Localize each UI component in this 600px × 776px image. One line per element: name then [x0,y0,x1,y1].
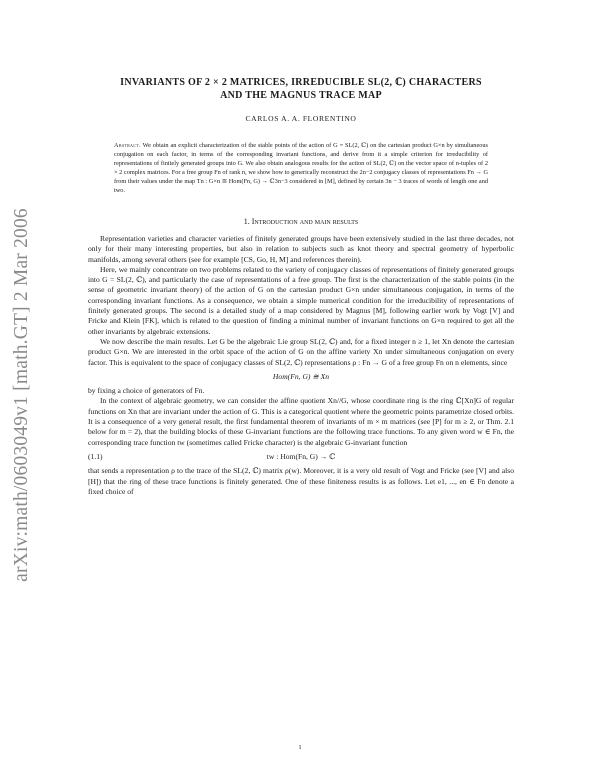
section-heading [88,217,514,226]
arxiv-identifier: arXiv:math/0603049v1 [math.GT] 2 Mar 2006 [11,208,32,582]
paragraph-5: In the context of algebraic geometry, we can consider the affine quotient Xn//G, whose coordinate ring is the ring ℂ[Xn]G of regular functions on Xn that are invariant under the action of G. This is a categorical quotient where the geometric points parametrize closed orbits. It is a consequence of a very general result, the first fundamental theorem of invariants of m × m matrices (see [P] for m ≥ 2, or Thm. 2.1 below for m = 2), that the building blocks of these G-invariant functions are the following trace functions. To any given word w ∈ Fn, the corresponding trace function tw (sometimes called Fricke character) is the algebraic G-invariant function [88,396,514,447]
paper-page [88,76,514,497]
display-equation: Hom(Fn, G) ≅ Xn [272,371,330,381]
paragraph-1: Representation varieties and character varieties of finitely generated groups have been extensively studied in the last three decades, not only for their many interesting properties, but also in relation to subjects such as knot theory and spectral geometry of hyperbolic manifolds, among several others (see for example [CS, Go, H, M] and references therein). [88,234,514,264]
author-name: CARLOS A. A. FLORENTINO [245,114,357,123]
paragraph-2: Here, we mainly concentrate on two problems related to the variety of conjugacy classes of representations of finitely generated groups into G = SL(2, ℂ), and particularly the case of representations of a free group. The first is the characterization of the stable points (in the sense of geometric invariant theory) of the action of G on the cartesian product G×n under simultaneous conjugation, in terms of the corresponding invariant functions. As a consequence, we obtain a simple numerical condition for the irreducibility of representations of finitely generated groups. The second is a detailed study of a map considered by Magnus [M], following earlier work by Vogt [V] and Fricke and Klein [FK], which is related to the question of finding a minimal number of invariant functions on G×n required to get all the other invariants by algebraic extensions. [88,264,514,336]
page-number: 1 [298,744,302,751]
paper-title [88,76,514,102]
section-number: 1. [243,217,250,226]
abstract-text: We obtain an explicit characterization of the stable points of the action of G = SL(2, ℂ) on the cartesian product G×n by simultaneous conjugation on each factor, in terms of the corresponding invariant functions, and derive from it a simple criterion for irreducibility of representations of finitely generated groups into G. We also obtain analogous results for the action of SL(2, ℂ) on the vector space of n-tuples of 2 × 2 complex matrices. For a free group Fn of rank n, we show how to generically reconstruct the 2n−2 conjugacy classes of representations Fn → G from their values under the map Tn : G×n ≅ Hom(Fn, G) → ℂ3n−3 considered in [M], defined by certain 3n − 3 traces of words of length one and two. [114,142,488,194]
abstract-label: Abstract. [114,142,141,149]
arxiv-side-stamp [0,0,44,776]
abstract [114,141,488,195]
paragraph-6: that sends a representation ρ to the trace of the SL(2, ℂ) matrix ρ(w). Moreover, it is a very old result of Vogt and Fricke (see [V] and also [H]) that the ring of these trace functions is finitely generated. One of these finiteness results is as follows. Let e1, ..., en ∈ Fn denote a fixed choice of [88,466,514,496]
equation-text: tw : Hom(Fn, G) → ℂ [266,451,336,461]
numbered-equation [88,452,514,462]
paragraph-3: We now describe the main results. Let G be the algebraic Lie group SL(2, ℂ) and, for a fixed integer n ≥ 1, let Xn denote the cartesian product G×n. We are interested in the orbit space of the action of G on the affine variety Xn under simultaneous conjugation on every factor. This is equivalent to the space of conjugacy classes of SL(2, ℂ) representations ρ : Fn → G of a free group Fn on n elements, since [88,336,514,367]
title-line-2: AND THE MAGNUS TRACE MAP [220,90,382,101]
equation-number: (1.1) [88,451,103,461]
title-line-1: INVARIANTS OF 2 × 2 MATRICES, IRREDUCIBLE SL(2, ℂ) CHARACTERS [120,77,482,88]
paragraph-4: by fixing a choice of generators of Fn. [88,386,205,396]
section-title: Introduction and main results [251,217,359,226]
